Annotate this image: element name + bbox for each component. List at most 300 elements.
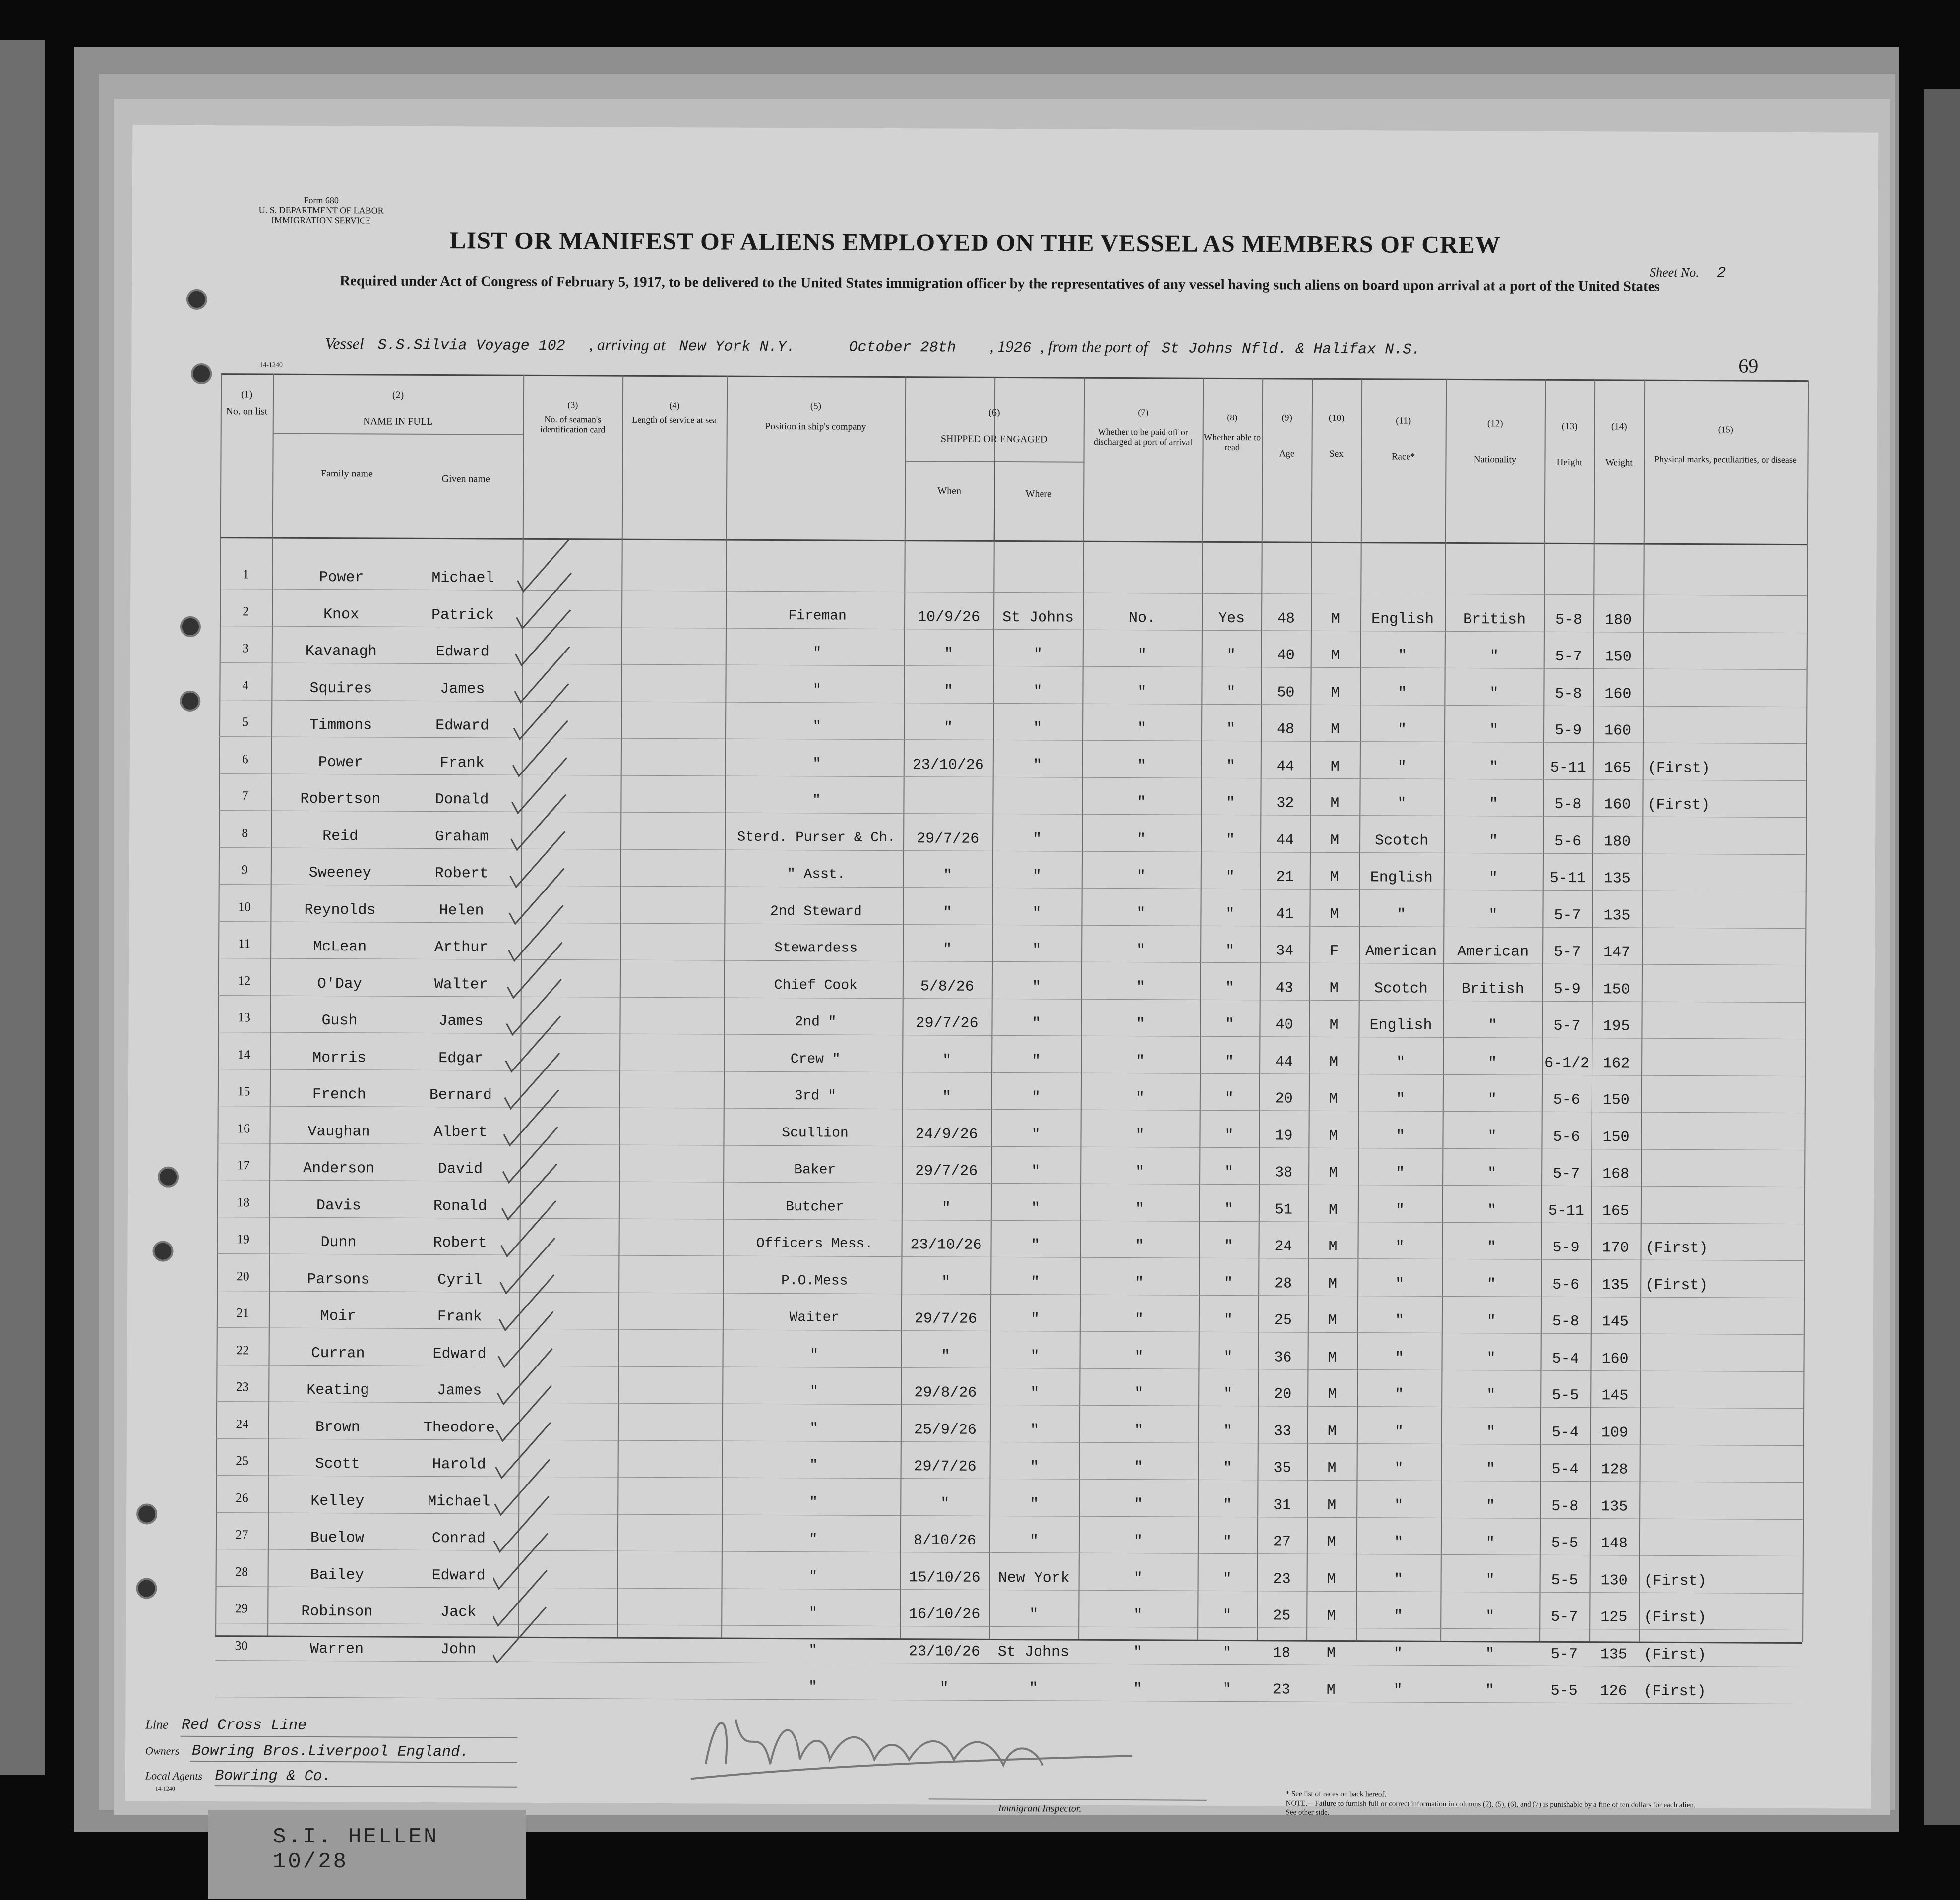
cell-shipped-where: " bbox=[1029, 1533, 1039, 1550]
cell-family-name: Dunn bbox=[320, 1234, 357, 1251]
cell-shipped-when: " bbox=[940, 1495, 950, 1513]
cell-able-to-read: " bbox=[1226, 720, 1236, 738]
cell-sex: M bbox=[1328, 1312, 1337, 1329]
cell-shipped-where: " bbox=[1032, 942, 1041, 959]
cell-race: " bbox=[1398, 684, 1407, 702]
cell-age: 19 bbox=[1275, 1127, 1293, 1145]
cell-physical-marks bbox=[1648, 649, 1807, 650]
check-mark bbox=[494, 1496, 549, 1552]
cell-nationality: " bbox=[1487, 1165, 1497, 1183]
arrival-year: 26 bbox=[1013, 340, 1032, 357]
cell-shipped-where: " bbox=[1032, 978, 1041, 996]
footer-form-code: 14-1240 bbox=[155, 1785, 175, 1792]
cell-age: 34 bbox=[1276, 943, 1294, 960]
check-mark bbox=[516, 573, 571, 628]
cell-height: 5-6 bbox=[1552, 1276, 1580, 1294]
cell-position: 3rd " bbox=[794, 1088, 836, 1104]
cell-given-name: Arthur bbox=[434, 939, 489, 956]
cell-paid-off: " bbox=[1134, 1311, 1144, 1329]
cell-row-number: 4 bbox=[242, 677, 249, 692]
cell-shipped-when bbox=[904, 793, 993, 794]
sheet-label: Sheet No. 2 bbox=[1650, 265, 1726, 282]
cell-nationality: British bbox=[1463, 611, 1526, 629]
cell-physical-marks bbox=[1647, 981, 1805, 982]
cell-row-number: 28 bbox=[235, 1564, 248, 1579]
form-code: 14-1240 bbox=[259, 361, 283, 369]
cell-weight: 162 bbox=[1603, 1055, 1630, 1072]
cell-given-name: Conrad bbox=[431, 1530, 486, 1547]
cell-race: " bbox=[1398, 648, 1407, 665]
cell-able-to-read: " bbox=[1225, 1127, 1234, 1144]
cell-nationality: " bbox=[1486, 1497, 1495, 1515]
cell-row-number: 16 bbox=[237, 1121, 250, 1135]
cell-physical-marks: (First) bbox=[1644, 1572, 1707, 1590]
cell-weight: 145 bbox=[1601, 1387, 1629, 1405]
cell-position: Scullion bbox=[782, 1125, 849, 1141]
cell-able-to-read: " bbox=[1226, 758, 1235, 775]
cell-sex: M bbox=[1328, 1238, 1338, 1255]
cell-height: 5-8 bbox=[1555, 611, 1583, 629]
line-field: Line Red Cross Line bbox=[145, 1717, 307, 1734]
cell-paid-off: " bbox=[1135, 1164, 1145, 1181]
slip-text: S.I. HELLEN 10/28 bbox=[273, 1825, 439, 1874]
cell-given-name: David bbox=[438, 1161, 483, 1178]
cell-height: 5-7 bbox=[1554, 944, 1581, 961]
cell-weight: 135 bbox=[1603, 907, 1631, 925]
cell-nationality: " bbox=[1488, 1017, 1497, 1035]
cell-position: Fireman bbox=[788, 608, 847, 624]
cell-position: " bbox=[813, 645, 822, 661]
cell-family-name: Bailey bbox=[310, 1566, 364, 1584]
cell-shipped-when: 5/8/26 bbox=[920, 978, 974, 996]
cell-family-name: Scott bbox=[315, 1455, 360, 1473]
cell-race: " bbox=[1395, 1312, 1404, 1330]
cell-age: 48 bbox=[1277, 610, 1295, 628]
cell-family-name: McLean bbox=[313, 938, 367, 956]
cell-weight: 135 bbox=[1600, 1646, 1628, 1663]
column-rule bbox=[1440, 379, 1447, 1641]
cell-age: 44 bbox=[1276, 758, 1294, 775]
cell-height: 5-5 bbox=[1551, 1572, 1578, 1589]
cell-paid-off: " bbox=[1135, 1274, 1144, 1292]
service: IMMIGRATION SERVICE bbox=[271, 215, 371, 226]
col13-header: (13) Height bbox=[1556, 421, 1583, 468]
col9-header: (9) Age bbox=[1279, 413, 1295, 459]
cell-shipped-when: 29/7/26 bbox=[916, 1015, 979, 1032]
cell-given-name: Bernard bbox=[429, 1086, 492, 1104]
cell-shipped-when: " bbox=[942, 1052, 952, 1069]
cell-height: 5-6 bbox=[1553, 1091, 1580, 1109]
cell-weight: 145 bbox=[1601, 1313, 1629, 1331]
check-mark bbox=[497, 1349, 552, 1404]
sheet-number: 2 bbox=[1717, 265, 1726, 282]
cell-physical-marks: (First) bbox=[1645, 1277, 1708, 1294]
cell-height: 5-4 bbox=[1552, 1350, 1579, 1367]
line-value: Red Cross Line bbox=[181, 1717, 307, 1734]
col14-header: (14) Weight bbox=[1605, 421, 1633, 468]
cell-shipped-where: " bbox=[1033, 683, 1042, 700]
cell-position: " bbox=[809, 1458, 818, 1474]
cell-nationality bbox=[1445, 574, 1544, 575]
cell-weight: 135 bbox=[1601, 1498, 1628, 1516]
departure-port: St Johns Nfld. & Halifax N.S. bbox=[1162, 340, 1421, 358]
row-rule bbox=[220, 589, 1807, 596]
cell-given-name: James bbox=[440, 680, 485, 698]
col2-header: (2) NAME IN FULL bbox=[363, 389, 433, 427]
cell-able-to-read: " bbox=[1224, 1349, 1233, 1366]
cell-race: " bbox=[1393, 1645, 1403, 1662]
cell-given-name: Graham bbox=[435, 828, 489, 845]
cell-weight: 160 bbox=[1604, 685, 1632, 703]
cell-race: Scotch bbox=[1375, 832, 1429, 850]
cell-able-to-read: " bbox=[1223, 1607, 1232, 1625]
check-mark bbox=[506, 979, 561, 1035]
cell-shipped-where: " bbox=[1031, 1089, 1041, 1107]
cell-sex: M bbox=[1328, 1386, 1337, 1403]
cell-family-name: Squires bbox=[309, 680, 372, 697]
check-mark bbox=[508, 905, 563, 961]
cell-height: 5-7 bbox=[1551, 1608, 1578, 1626]
cell-position: Chief Cook bbox=[774, 977, 858, 994]
punch-hole bbox=[180, 691, 200, 712]
cell-given-name: Cyril bbox=[437, 1271, 483, 1289]
cell-able-to-read: " bbox=[1223, 1496, 1232, 1514]
cell-given-name: Edward bbox=[431, 1567, 486, 1584]
owners-value: Bowring Bros.Liverpool England. bbox=[191, 1742, 469, 1761]
cell-shipped-where: " bbox=[1030, 1311, 1040, 1328]
column-rule bbox=[267, 374, 274, 1636]
cell-row-number: 9 bbox=[241, 862, 248, 877]
cell-row-number: 17 bbox=[237, 1158, 250, 1173]
cell-paid-off: " bbox=[1136, 1016, 1145, 1033]
cell-height: 5-11 bbox=[1549, 870, 1586, 888]
cell-family-name: Gush bbox=[321, 1012, 358, 1030]
cell-position: Crew " bbox=[790, 1051, 841, 1068]
column-rule bbox=[900, 376, 906, 1638]
cell-able-to-read: " bbox=[1224, 1275, 1233, 1292]
cell-height: 5-11 bbox=[1548, 1202, 1584, 1220]
form-subtitle: Required under Act of Congress of February 5, 1917, to be delivered to the United States immigration officer by the representatives of any vessel having such aliens on board upon arrival at a port of the United States bbox=[340, 273, 1660, 295]
check-mark bbox=[510, 831, 565, 887]
cell-physical-marks bbox=[1647, 1018, 1805, 1019]
cell-given-name: Frank bbox=[437, 1308, 482, 1326]
cell-paid-off: " bbox=[1135, 1238, 1144, 1255]
cell-race: " bbox=[1395, 1275, 1405, 1293]
cell-given-name: Edward bbox=[432, 1345, 487, 1363]
cell-able-to-read: " bbox=[1225, 868, 1235, 886]
cell-able-to-read: " bbox=[1225, 942, 1235, 960]
cell-weight: 165 bbox=[1602, 1202, 1629, 1220]
check-mark bbox=[517, 538, 572, 592]
cell-shipped-when: 29/7/26 bbox=[915, 1163, 978, 1180]
cell-paid-off: " bbox=[1137, 757, 1146, 774]
page-number: 69 bbox=[1738, 355, 1759, 377]
check-mark bbox=[505, 1053, 559, 1109]
cell-shipped-where: " bbox=[1030, 1459, 1039, 1476]
arrival-date: October 28th bbox=[849, 339, 956, 356]
cell-able-to-read: Yes bbox=[1218, 610, 1245, 627]
cell-row-number: 14 bbox=[237, 1047, 250, 1062]
crew-table bbox=[215, 373, 1808, 1719]
cell-race: " bbox=[1394, 1497, 1404, 1515]
line-rule bbox=[180, 1736, 517, 1738]
cell-nationality: " bbox=[1487, 1202, 1496, 1219]
cell-shipped-when: " bbox=[943, 867, 952, 885]
cell-paid-off: " bbox=[1136, 1053, 1145, 1070]
cell-able-to-read: " bbox=[1225, 1016, 1234, 1034]
cell-age: 33 bbox=[1273, 1423, 1291, 1440]
cell-race: English bbox=[1369, 1017, 1432, 1034]
cell-position: " Asst. bbox=[787, 867, 846, 883]
cell-shipped-when: " bbox=[943, 904, 952, 922]
cell-paid-off: " bbox=[1135, 1090, 1145, 1107]
cell-nationality: " bbox=[1488, 1054, 1497, 1071]
column-rule bbox=[1639, 380, 1645, 1642]
cell-shipped-where: " bbox=[1032, 1052, 1041, 1069]
cell-able-to-read: " bbox=[1224, 1311, 1233, 1329]
cell-position bbox=[731, 571, 904, 572]
cell-paid-off: " bbox=[1134, 1422, 1143, 1439]
cell-position: " bbox=[810, 1347, 819, 1363]
cell-race: " bbox=[1394, 1423, 1404, 1441]
col11-header: (11) Race* bbox=[1391, 416, 1415, 462]
col4-header: (4) Length of service at sea bbox=[632, 400, 717, 425]
check-mark bbox=[501, 1201, 555, 1256]
cell-given-name: Edgar bbox=[438, 1050, 484, 1067]
cell-position: " bbox=[809, 1421, 818, 1436]
cell-row-number: 7 bbox=[242, 788, 248, 803]
cell-family-name: O'Day bbox=[317, 975, 362, 993]
cell-weight: 128 bbox=[1601, 1461, 1628, 1479]
owners-rule bbox=[190, 1761, 517, 1763]
cell-family-name: Anderson bbox=[303, 1160, 375, 1178]
cell-able-to-read: " bbox=[1225, 1090, 1234, 1108]
cell-row-number: 25 bbox=[236, 1453, 249, 1468]
cell-nationality: " bbox=[1489, 722, 1499, 739]
cell-paid-off: " bbox=[1134, 1459, 1143, 1477]
cell-sex: M bbox=[1327, 1607, 1336, 1625]
cell-nationality: " bbox=[1489, 832, 1498, 850]
cell-shipped-where: " bbox=[1029, 1680, 1038, 1698]
cell-nationality: British bbox=[1461, 980, 1524, 998]
cell-age: 41 bbox=[1276, 905, 1294, 923]
cell-row-number: 3 bbox=[242, 641, 249, 655]
cell-age: 38 bbox=[1275, 1164, 1293, 1182]
cell-position: 2nd Steward bbox=[770, 903, 862, 920]
cell-weight: 135 bbox=[1602, 1276, 1629, 1294]
cell-row-number: 29 bbox=[235, 1601, 248, 1616]
cell-family-name: Kavanagh bbox=[305, 643, 377, 660]
cell-race: American bbox=[1365, 943, 1437, 960]
cell-family-name: Davis bbox=[316, 1197, 361, 1214]
cell-paid-off: " bbox=[1136, 905, 1146, 922]
cell-age: 48 bbox=[1277, 721, 1295, 738]
cell-shipped-when: 29/8/26 bbox=[914, 1384, 977, 1402]
cell-age: 50 bbox=[1277, 684, 1295, 702]
cell-height: 5-5 bbox=[1550, 1682, 1578, 1700]
cell-given-name: Robert bbox=[433, 1235, 487, 1252]
cell-sex: M bbox=[1330, 795, 1340, 812]
cell-paid-off: " bbox=[1134, 1496, 1143, 1513]
cell-row-number: 6 bbox=[242, 751, 248, 766]
check-mark bbox=[499, 1275, 554, 1330]
cell-paid-off: " bbox=[1137, 831, 1146, 848]
cell-shipped-when: 16/10/26 bbox=[909, 1606, 980, 1623]
cell-height: 5-7 bbox=[1555, 648, 1582, 666]
cell-race: " bbox=[1396, 1165, 1405, 1182]
cell-age: 32 bbox=[1276, 795, 1294, 812]
cell-family-name: Kelley bbox=[310, 1492, 365, 1510]
cell-nationality: " bbox=[1485, 1535, 1495, 1552]
punch-hole bbox=[136, 1503, 157, 1524]
cell-able-to-read: " bbox=[1224, 1385, 1233, 1403]
cell-race: " bbox=[1396, 1128, 1405, 1145]
cell-nationality: " bbox=[1486, 1350, 1496, 1367]
column-rule bbox=[215, 373, 222, 1635]
cell-family-name: Timmons bbox=[309, 716, 372, 734]
cell-sex: M bbox=[1327, 1423, 1337, 1440]
table-top-rule bbox=[221, 373, 1808, 382]
cell-position: 2nd " bbox=[795, 1014, 837, 1030]
cell-family-name: Curran bbox=[311, 1345, 365, 1362]
column-rule bbox=[1539, 379, 1546, 1641]
cell-sex: M bbox=[1330, 758, 1340, 775]
cell-age: 20 bbox=[1274, 1386, 1292, 1403]
cell-age: 43 bbox=[1275, 979, 1293, 997]
cell-shipped-where: St Johns bbox=[1002, 609, 1074, 627]
cell-able-to-read: " bbox=[1224, 1201, 1233, 1218]
cell-physical-marks bbox=[1647, 833, 1806, 834]
check-mark bbox=[493, 1570, 547, 1626]
cell-race: Scotch bbox=[1374, 980, 1428, 998]
cell-age: 18 bbox=[1272, 1644, 1291, 1662]
cell-family-name: Knox bbox=[323, 606, 360, 623]
penalty-note: NOTE.—Failure to furnish full or correct information in columns (2), (5), (6), and (7) is punishable by a fine of ten dollars for each alien. See other side. bbox=[1286, 1799, 1696, 1817]
cell-able-to-read: " bbox=[1226, 684, 1236, 701]
cell-height: 5-7 bbox=[1554, 907, 1581, 924]
col10-header: (10) Sex bbox=[1328, 413, 1345, 459]
cell-family-name: Power bbox=[318, 754, 363, 771]
cell-row-number: 23 bbox=[236, 1379, 249, 1394]
cell-paid-off: No. bbox=[1128, 609, 1156, 627]
cell-height: 5-9 bbox=[1552, 1239, 1580, 1257]
cell-physical-marks bbox=[1644, 1498, 1803, 1499]
cell-nationality: " bbox=[1486, 1313, 1496, 1330]
check-mark bbox=[512, 758, 566, 813]
cell-paid-off: " bbox=[1137, 647, 1147, 664]
cell-given-name: Edward bbox=[435, 717, 490, 735]
cell-position: Waiter bbox=[789, 1310, 840, 1326]
check-mark bbox=[511, 794, 566, 850]
cell-sex: M bbox=[1326, 1681, 1336, 1699]
cell-family-name: Parsons bbox=[307, 1271, 370, 1288]
check-mark bbox=[493, 1533, 548, 1589]
cell-position: " bbox=[809, 1532, 818, 1547]
cell-nationality: " bbox=[1485, 1645, 1495, 1662]
cell-shipped-when: 29/7/26 bbox=[917, 830, 980, 848]
cell-weight: 150 bbox=[1602, 1092, 1630, 1109]
form-title: LIST OR MANIFEST OF ALIENS EMPLOYED ON THE VESSEL AS MEMBERS OF CREW bbox=[449, 226, 1501, 259]
cell-nationality: " bbox=[1486, 1461, 1495, 1478]
cell-sex: M bbox=[1331, 647, 1340, 664]
cell-able-to-read: " bbox=[1226, 831, 1235, 849]
cell-shipped-where: " bbox=[1031, 1163, 1041, 1181]
cell-row-number: 10 bbox=[238, 899, 251, 914]
check-mark bbox=[507, 942, 562, 998]
cell-shipped-when: " bbox=[944, 646, 953, 663]
check-mark bbox=[506, 1016, 560, 1071]
cell-given-name: Walter bbox=[434, 976, 488, 993]
cell-given-name: Michael bbox=[431, 569, 494, 587]
cell-able-to-read: " bbox=[1223, 1533, 1232, 1551]
cell-age: 40 bbox=[1277, 647, 1295, 664]
check-mark bbox=[498, 1311, 553, 1367]
cell-height: 5-6 bbox=[1554, 833, 1582, 850]
cell-family-name: Moir bbox=[320, 1308, 356, 1325]
cell-able-to-read: " bbox=[1223, 1570, 1232, 1588]
cell-height: 5-11 bbox=[1550, 759, 1586, 776]
cell-position: " bbox=[809, 1494, 818, 1510]
cell-family-name: Warren bbox=[309, 1640, 364, 1658]
cell-row-number: 30 bbox=[235, 1638, 248, 1653]
cell-age: 51 bbox=[1274, 1201, 1292, 1219]
cell-sex: M bbox=[1330, 832, 1340, 849]
cell-race: " bbox=[1397, 906, 1406, 924]
cell-paid-off: " bbox=[1133, 1681, 1142, 1698]
when-header: When bbox=[937, 485, 962, 497]
cell-sex: M bbox=[1328, 1201, 1338, 1219]
cell-shipped-where: " bbox=[1030, 1422, 1039, 1439]
col1-header: (1) No. on list bbox=[226, 389, 268, 417]
cell-weight: 150 bbox=[1603, 981, 1630, 999]
cell-able-to-read: " bbox=[1224, 1238, 1233, 1255]
cell-nationality: " bbox=[1487, 1276, 1496, 1293]
cell-age: 21 bbox=[1276, 869, 1294, 886]
cell-sex: M bbox=[1328, 1275, 1338, 1293]
cell-nationality: " bbox=[1485, 1608, 1495, 1626]
cell-race: " bbox=[1396, 1054, 1406, 1071]
cell-paid-off: " bbox=[1133, 1533, 1143, 1550]
cell-row-number: 2 bbox=[243, 603, 249, 618]
cell-family-name: Robertson bbox=[300, 790, 381, 808]
cell-able-to-read: " bbox=[1225, 979, 1234, 997]
cell-family-name: Sweeney bbox=[308, 864, 371, 882]
cell-sex: M bbox=[1329, 1016, 1339, 1034]
check-mark bbox=[504, 1090, 558, 1145]
cell-weight: 160 bbox=[1601, 1350, 1629, 1368]
cell-weight: 165 bbox=[1604, 759, 1631, 777]
cell-race: English bbox=[1370, 869, 1433, 887]
cell-row-number: 26 bbox=[235, 1490, 248, 1505]
cell-nationality: American bbox=[1457, 944, 1529, 961]
adjacent-page-left bbox=[0, 40, 45, 1775]
cell-paid-off: " bbox=[1134, 1348, 1144, 1366]
cell-shipped-where bbox=[993, 572, 1083, 573]
cell-height: 5-5 bbox=[1551, 1535, 1579, 1552]
cell-weight: 125 bbox=[1600, 1609, 1628, 1626]
cell-able-to-read: " bbox=[1226, 647, 1236, 664]
vessel-line: Vessel S.S.Silvia Voyage 102 , arriving at New York N.Y. October 28th , 1926 , from the port of St Johns Nfld. & Halifax N.S. bbox=[325, 334, 1421, 358]
cell-able-to-read: " bbox=[1225, 1053, 1234, 1070]
cell-able-to-read: " bbox=[1223, 1459, 1232, 1477]
cell-sex: M bbox=[1327, 1497, 1337, 1514]
cell-sex: M bbox=[1329, 980, 1339, 997]
cell-row-number: 15 bbox=[237, 1084, 250, 1099]
cell-sex: M bbox=[1327, 1571, 1336, 1588]
col6-header: (6) SHIPPED OR ENGAGED bbox=[940, 407, 1048, 445]
cell-sex: M bbox=[1326, 1645, 1336, 1662]
cell-sex: M bbox=[1329, 1090, 1338, 1108]
